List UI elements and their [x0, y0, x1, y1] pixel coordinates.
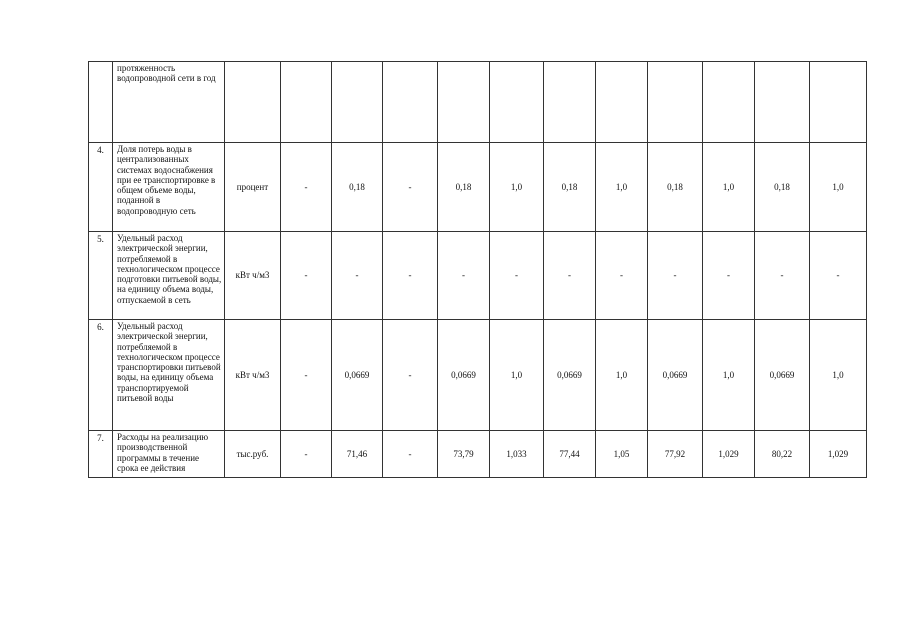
value-cell: [281, 62, 332, 143]
value-cell: -: [281, 232, 332, 320]
row-number: 5.: [89, 232, 113, 320]
value-cell: 1,0: [490, 143, 544, 232]
value-cell: 1,0: [596, 143, 648, 232]
value-cell: 1,0: [596, 320, 648, 431]
value-cell: [755, 62, 810, 143]
table-row: [89, 431, 867, 478]
value-cell: [438, 62, 490, 143]
value-cell: 1,0: [810, 143, 867, 232]
value-cell: -: [648, 232, 703, 320]
row-number: [89, 62, 113, 143]
value-cell: 71,46: [332, 431, 383, 478]
value-cell: -: [383, 431, 438, 478]
row-number: 4.: [89, 143, 113, 232]
unit-cell: процент: [225, 143, 281, 232]
value-cell: [810, 62, 867, 143]
value-cell: -: [810, 232, 867, 320]
value-cell: 80,22: [755, 431, 810, 478]
value-cell: 1,0: [490, 320, 544, 431]
value-cell: -: [281, 431, 332, 478]
indicator-name: Удельный расход электрической энергии, потребляемой в технологическом процессе транспортировки питьевой воды, на единицу объема транспортируемой питьевой воды: [113, 320, 225, 431]
value-cell: -: [755, 232, 810, 320]
value-cell: [332, 62, 383, 143]
value-cell: 0,0669: [755, 320, 810, 431]
value-cell: -: [544, 232, 596, 320]
value-cell: -: [383, 320, 438, 431]
value-cell: -: [596, 232, 648, 320]
value-cell: 0,0669: [648, 320, 703, 431]
value-cell: 1,0: [703, 320, 755, 431]
row-number: 7.: [89, 431, 113, 478]
value-cell: -: [438, 232, 490, 320]
value-cell: -: [703, 232, 755, 320]
value-cell: 73,79: [438, 431, 490, 478]
value-cell: 0,18: [544, 143, 596, 232]
value-cell: [596, 62, 648, 143]
value-cell: 1,029: [810, 431, 867, 478]
unit-cell: тыс.руб.: [225, 431, 281, 478]
table-row: [89, 143, 867, 232]
value-cell: [703, 62, 755, 143]
value-cell: 77,92: [648, 431, 703, 478]
unit-cell: [225, 62, 281, 143]
value-cell: [490, 62, 544, 143]
indicator-name: Расходы на реализацию производственной программы в течение срока ее действия: [113, 431, 225, 478]
value-cell: 0,18: [438, 143, 490, 232]
value-cell: 0,18: [332, 143, 383, 232]
table-row: [89, 232, 867, 320]
value-cell: 0,18: [755, 143, 810, 232]
value-cell: -: [332, 232, 383, 320]
value-cell: 1,05: [596, 431, 648, 478]
value-cell: -: [383, 143, 438, 232]
value-cell: 1,0: [703, 143, 755, 232]
indicators-table: [88, 61, 867, 478]
value-cell: 0,0669: [332, 320, 383, 431]
table-row: [89, 320, 867, 431]
value-cell: 0,18: [648, 143, 703, 232]
value-cell: [383, 62, 438, 143]
unit-cell: кВт ч/м3: [225, 232, 281, 320]
value-cell: 0,0669: [544, 320, 596, 431]
value-cell: 1,029: [703, 431, 755, 478]
indicator-name: протяженность водопроводной сети в год: [113, 62, 225, 143]
value-cell: 77,44: [544, 431, 596, 478]
value-cell: -: [281, 143, 332, 232]
value-cell: [544, 62, 596, 143]
indicator-name: Доля потерь воды в централизованных системах водоснабжения при ее транспортировке в общем объеме воды, поданной в водопроводную сеть: [113, 143, 225, 232]
value-cell: 1,033: [490, 431, 544, 478]
value-cell: -: [490, 232, 544, 320]
row-number: 6.: [89, 320, 113, 431]
value-cell: -: [383, 232, 438, 320]
value-cell: 0,0669: [438, 320, 490, 431]
value-cell: 1,0: [810, 320, 867, 431]
unit-cell: кВт ч/м3: [225, 320, 281, 431]
indicator-name: Удельный расход электрической энергии, потребляемой в технологическом процессе подготовки питьевой воды, на единицу объема воды, отпускаемой в сеть: [113, 232, 225, 320]
value-cell: -: [281, 320, 332, 431]
table-row: [89, 62, 867, 143]
value-cell: [648, 62, 703, 143]
